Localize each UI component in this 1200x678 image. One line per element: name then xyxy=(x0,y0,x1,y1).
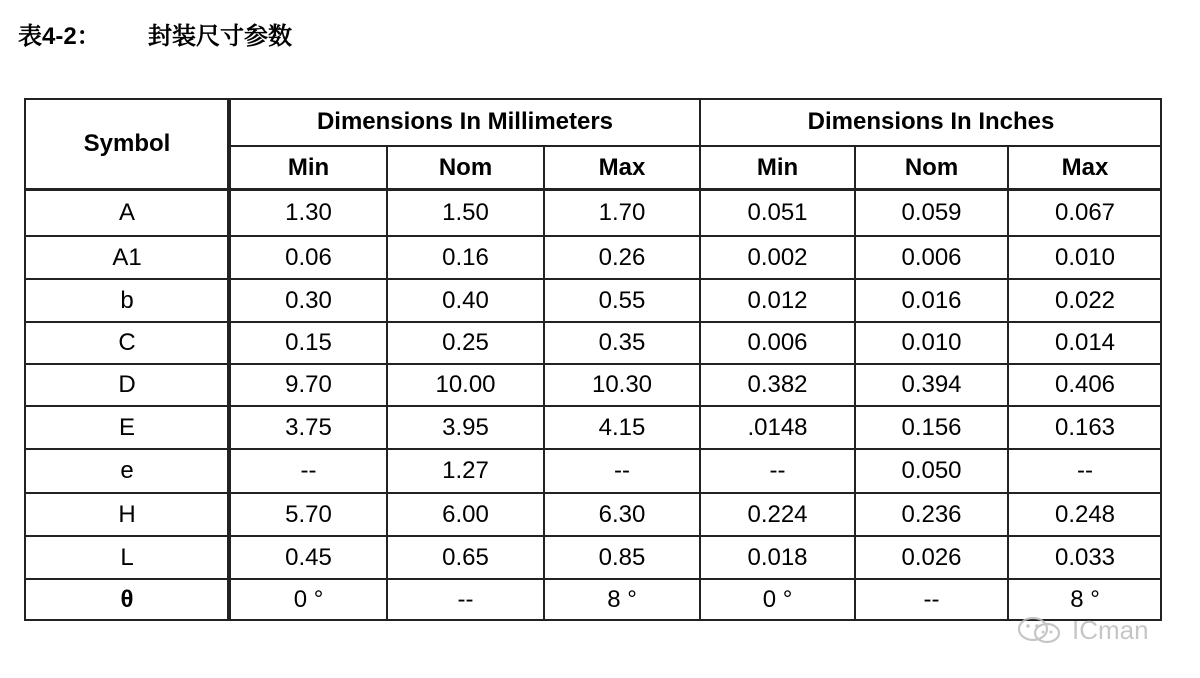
symbol-cell: C xyxy=(118,329,136,356)
watermark xyxy=(1016,612,1149,648)
inch-group-header: Dimensions In Inches xyxy=(807,108,1055,135)
value-cell: -- xyxy=(1077,457,1093,484)
value-cell: 0.30 xyxy=(285,286,332,314)
symbol-cell: θ xyxy=(120,586,134,613)
symbol-cell: L xyxy=(120,543,134,571)
value-cell: 0.35 xyxy=(598,329,646,356)
value-cell: 0.15 xyxy=(285,329,332,356)
inch-nom-header: Nom xyxy=(904,154,959,181)
mm-max-header: Max xyxy=(598,154,646,181)
mm-nom-header: Nom xyxy=(438,154,493,181)
value-cell: 8 ° xyxy=(607,586,637,613)
value-cell: 0.050 xyxy=(901,457,962,484)
table-title: 封装尺寸参数 xyxy=(148,23,292,50)
value-cell: 0.65 xyxy=(442,543,489,571)
value-cell: 0.067 xyxy=(1054,199,1116,226)
value-cell: 1.30 xyxy=(285,199,332,226)
value-cell: -- xyxy=(923,586,940,613)
symbol-cell: e xyxy=(120,457,134,484)
table-number: 表4-2： xyxy=(18,23,101,50)
value-cell: 4.15 xyxy=(598,413,646,441)
mm-group-header: Dimensions In Millimeters xyxy=(316,108,614,135)
value-cell: 10.00 xyxy=(435,371,496,398)
wechat-icon xyxy=(1016,615,1064,645)
symbol-cell: b xyxy=(120,286,134,314)
watermark-text: ICman xyxy=(1072,614,1149,645)
value-cell: 0.406 xyxy=(1054,371,1116,398)
value-cell: 0.394 xyxy=(901,371,962,398)
value-cell: 0.006 xyxy=(901,243,962,271)
value-cell: 8 ° xyxy=(1070,586,1100,613)
value-cell: 0.382 xyxy=(747,371,808,398)
value-cell: -- xyxy=(457,586,474,613)
value-cell: 0.25 xyxy=(442,329,489,356)
value-cell: -- xyxy=(614,457,630,484)
value-cell: 0.26 xyxy=(598,243,646,271)
value-cell: 0.010 xyxy=(901,329,962,356)
value-cell: 9.70 xyxy=(285,371,332,398)
value-cell: 0.026 xyxy=(901,543,962,571)
value-cell: 0.016 xyxy=(901,286,962,314)
value-cell: -- xyxy=(769,457,786,484)
value-cell: 0.224 xyxy=(747,500,808,528)
value-cell: -- xyxy=(300,457,317,484)
value-cell: 0.40 xyxy=(442,286,489,314)
value-cell: 0.022 xyxy=(1054,286,1116,314)
symbol-cell: H xyxy=(118,500,136,528)
value-cell: 0.156 xyxy=(901,413,962,441)
value-cell: 0.006 xyxy=(747,329,808,356)
symbol-cell: A xyxy=(118,199,135,226)
value-cell: 0.002 xyxy=(747,243,808,271)
value-cell: 0 ° xyxy=(293,586,324,613)
value-cell: 6.00 xyxy=(442,500,489,528)
value-cell: 5.70 xyxy=(285,500,332,528)
value-cell: 0.06 xyxy=(285,243,332,271)
value-cell: 0.018 xyxy=(747,543,808,571)
value-cell: 0.85 xyxy=(598,543,646,571)
value-cell: 1.70 xyxy=(598,199,646,226)
value-cell: .0148 xyxy=(747,413,808,441)
value-cell: 1.27 xyxy=(442,457,489,484)
value-cell: 1.50 xyxy=(442,199,489,226)
value-cell: 0.051 xyxy=(747,199,808,226)
value-cell: 0.55 xyxy=(598,286,646,314)
symbol-header: Symbol xyxy=(83,130,171,157)
value-cell: 0.45 xyxy=(285,543,332,571)
value-cell: 3.75 xyxy=(285,413,332,441)
symbol-cell: A1 xyxy=(112,243,142,271)
value-cell: 0.16 xyxy=(442,243,489,271)
value-cell: 0.033 xyxy=(1054,543,1116,571)
value-cell: 0 ° xyxy=(762,586,793,613)
value-cell: 10.30 xyxy=(591,371,653,398)
value-cell: 0.010 xyxy=(1054,243,1116,271)
value-cell: 0.236 xyxy=(901,500,962,528)
value-cell: 0.059 xyxy=(901,199,962,226)
value-cell: 0.248 xyxy=(1054,500,1116,528)
value-cell: 6.30 xyxy=(598,500,646,528)
value-cell: 0.012 xyxy=(747,286,808,314)
symbol-cell: E xyxy=(118,413,135,441)
inch-min-header: Min xyxy=(756,154,799,181)
value-cell: 0.163 xyxy=(1054,413,1116,441)
inch-max-header: Max xyxy=(1061,154,1109,181)
value-cell: 3.95 xyxy=(442,413,489,441)
mm-min-header: Min xyxy=(287,154,330,181)
value-cell: 0.014 xyxy=(1054,329,1116,356)
symbol-cell: D xyxy=(118,371,136,398)
